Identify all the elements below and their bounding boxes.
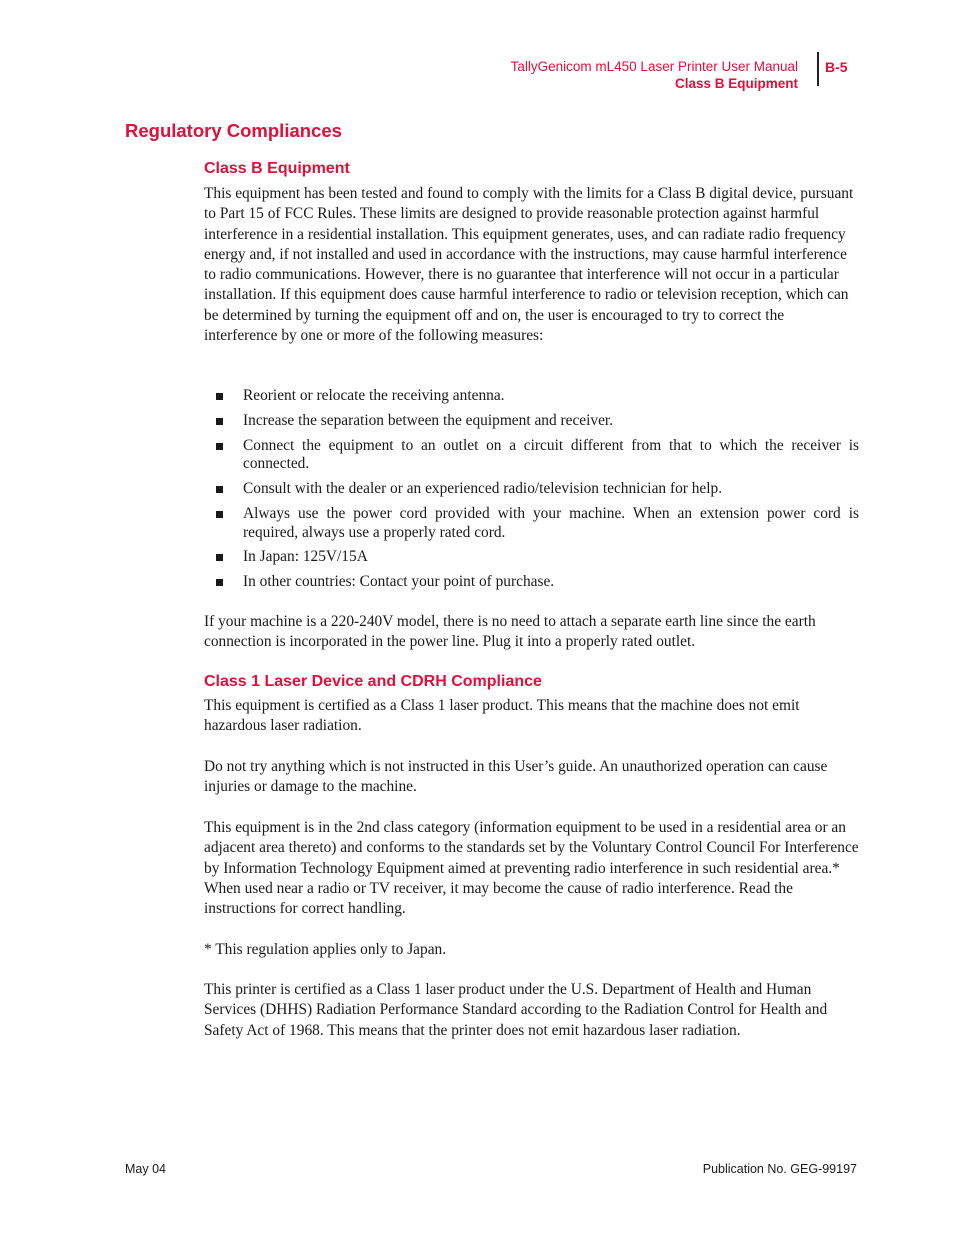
page-number: B-5 (825, 59, 848, 75)
list-item: Consult with the dealer or an experienced radio/television technician for help. (204, 480, 859, 499)
class-1-paragraph-4: This printer is certified as a Class 1 laser product under the U.S. Department of Health and Human Services (DHHS) Radiation Performance Standard according to the Radiation Control for Health and Safety Act of 1968. This means that the printer does not emit hazardous laser radiation. (204, 981, 828, 1039)
square-bullet-icon (216, 443, 223, 450)
square-bullet-icon (216, 393, 223, 400)
japan-footnote: * This regulation applies only to Japan. (204, 941, 447, 958)
list-item: In Japan: 125V/15A (204, 548, 859, 567)
list-item: Increase the separation between the equipment and receiver. (204, 412, 859, 431)
square-bullet-icon (216, 579, 223, 586)
class-1-paragraph-2: Do not try anything which is not instructed in this User’s guide. An unauthorized operation can cause injuries or damage to the machine. (204, 758, 828, 796)
page-heading: Regulatory Compliances (125, 120, 342, 141)
manual-title: TallyGenicom mL450 Laser Printer User Manual (510, 59, 798, 74)
list-item: Always use the power cord provided with your machine. When an extension power cord is required, always use a properly rated cord. (204, 505, 859, 542)
class-b-intro: This equipment has been tested and found to comply with the limits for a Class B digital device, pursuant to Part 15 of FCC Rules. These limits are designed to provide reasonable protection against harmful interference in a residential installation. This equipment generates, uses, and can radiate radio frequency energy and, if not installed and used in accordance with the instructions, may cause harmful interference to radio communications. However, there is no guarantee that interference will not occur in a particular installation. If this equipment does cause harmful interference to radio or television reception, which can be determined by turning the equipment off and on, the user is encouraged to try to correct the interference by one or more of the following measures: (204, 185, 854, 345)
running-section-title: Class B Equipment (674, 76, 798, 91)
measures-list (204, 387, 859, 598)
class-1-paragraph-1: This equipment is certified as a Class 1 laser product. This means that the machine does not emit hazardous laser radiation. (204, 697, 800, 735)
square-bullet-icon (216, 554, 223, 561)
class-b-heading: Class B Equipment (204, 160, 350, 177)
list-item: In other countries: Contact your point of purchase. (204, 573, 859, 592)
square-bullet-icon (216, 511, 223, 518)
list-item: Connect the equipment to an outlet on a circuit different from that to which the receiver is connected. (204, 437, 859, 474)
header-divider (817, 52, 819, 86)
list-item: Reorient or relocate the receiving antenna. (204, 387, 859, 406)
class-1-heading: Class 1 Laser Device and CDRH Compliance (204, 673, 542, 690)
class-1-paragraph-3: This equipment is in the 2nd class category (information equipment to be used in a residential area or an adjacent area thereto) and conforms to the standards set by the Voluntary Control Council For Interference by Information Technology Equipment aimed at preventing radio interference in such residential area.* When used near a radio or TV receiver, it may become the cause of radio interference. Read the instructions for correct handling. (204, 819, 859, 918)
square-bullet-icon (216, 418, 223, 425)
footer-publication: Publication No. GEG-99197 (702, 1162, 857, 1176)
class-b-closing: If your machine is a 220-240V model, there is no need to attach a separate earth line since the earth connection is incorporated in the power line. Plug it into a properly rated outlet. (204, 613, 816, 651)
square-bullet-icon (216, 486, 223, 493)
footer-date: May 04 (125, 1162, 166, 1176)
